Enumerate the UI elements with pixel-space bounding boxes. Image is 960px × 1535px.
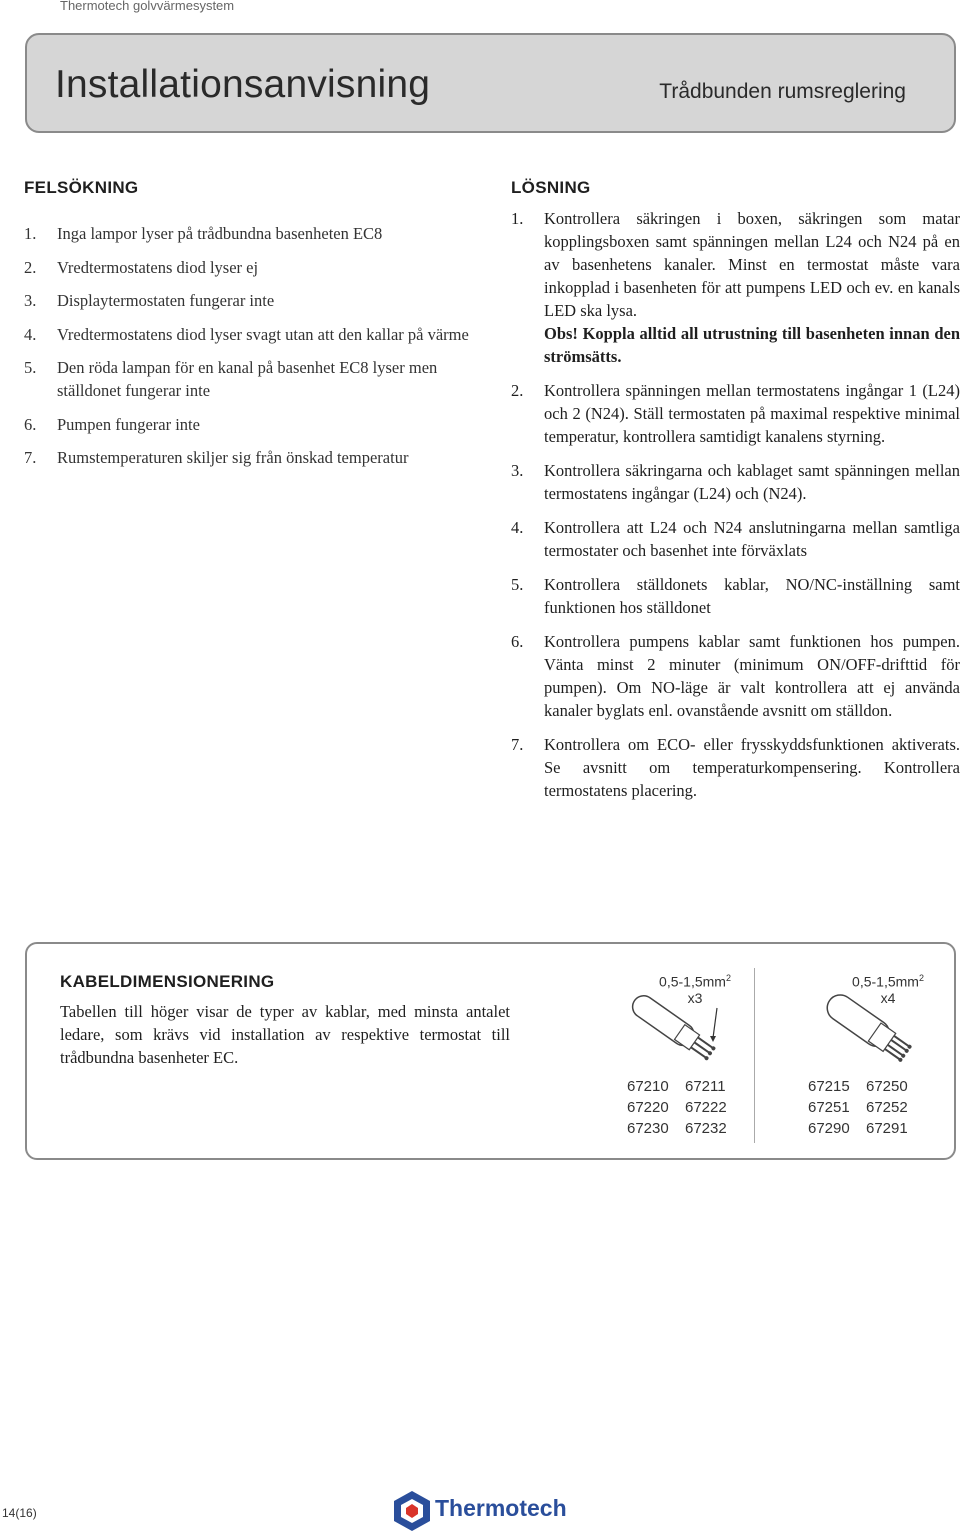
- product-code: 67250: [866, 1078, 908, 1095]
- product-code: 67211: [685, 1078, 726, 1095]
- list-item: [24, 356, 484, 402]
- item-number: 7.: [511, 735, 524, 754]
- thermotech-logo-icon: [392, 1489, 432, 1533]
- code-row: [808, 1097, 924, 1118]
- item-text: Den röda lampan för en kanal på basenhet EC8 lyser men ställdonet fungerar inte: [57, 358, 438, 400]
- list-item: [511, 459, 960, 505]
- item-number: 1.: [24, 224, 37, 243]
- product-code: 67222: [685, 1099, 727, 1116]
- product-code: 67291: [866, 1120, 908, 1137]
- code-row: [808, 1118, 924, 1139]
- cable-4-codes: [808, 1076, 924, 1139]
- list-item: [511, 207, 960, 368]
- page-subtitle: Trådbunden rumsreglering: [659, 80, 906, 103]
- item-text: Vredtermostatens diod lyser ej: [57, 257, 259, 277]
- box-divider: [754, 968, 755, 1143]
- cable-4-wire-icon: [815, 990, 925, 1070]
- item-number: 6.: [511, 632, 524, 651]
- item-text: Kontrollera säkringarna och kablaget samt spänningen mellan termostatens ingångar (L24) och (N24).: [544, 461, 960, 503]
- item-number: 2.: [24, 257, 37, 277]
- item-number: 4.: [24, 324, 37, 344]
- page-number: 14(16): [2, 1506, 37, 1520]
- kabel-heading: KABELDIMENSIONERING: [60, 972, 275, 991]
- document-top-label: Thermotech golvvärmesystem: [60, 0, 235, 13]
- list-item: [511, 733, 960, 802]
- item-text: Rumstemperaturen skiljer sig från önskad temperatur: [57, 448, 409, 467]
- item-number: 4.: [511, 518, 524, 537]
- product-code: 67230: [627, 1120, 669, 1137]
- code-row: [627, 1097, 743, 1118]
- item-text: Displaytermostaten fungerar inte: [57, 291, 275, 310]
- item-text: Vredtermostatens diod lyser svagt utan att den kallar på värme: [57, 324, 469, 344]
- item-text: Kontrollera ställdonets kablar, NO/NC-inställning samt funktionen hos ställdonet: [544, 575, 960, 617]
- product-code: 67252: [866, 1099, 908, 1116]
- list-item: [511, 630, 960, 722]
- felsokning-heading: FELSÖKNING: [24, 178, 139, 197]
- losning-list: [511, 207, 960, 813]
- item-text: Kontrollera säkringen i boxen, säkringen som matar kopplingsboxen samt spänningen mellan L24 och N24 på en av basenhetens kanaler. Minst en termostat måste vara inkopplad i basenheten för att pumpens LED och ev. en kanals LED ska lysa.: [544, 209, 960, 320]
- list-item: [24, 289, 484, 312]
- list-item: [24, 222, 484, 245]
- list-item: [511, 516, 960, 562]
- code-row: [627, 1076, 743, 1097]
- product-code: 67290: [808, 1120, 850, 1137]
- list-item: [511, 379, 960, 448]
- cable-3-wire-icon: [620, 990, 730, 1070]
- kabel-description: Tabellen till höger visar de typer av kablar, med minsta antalet ledare, som krävs vid installation av respektive termostat till trådbundna basenheter EC.: [60, 1002, 510, 1067]
- item-text: Kontrollera pumpens kablar samt funktionen hos pumpen. Vänta minst 2 minuter (minimum ON/OFF-drifttid för pumpen). Om NO-läge är valt kontrollera att ej använda kanaler byglats enl. ovanstående avsnitt om ställdon.: [544, 632, 960, 720]
- item-number: 7.: [24, 448, 37, 467]
- item-text: Kontrollera att L24 och N24 anslutningarna mellan samtliga termostater och basenhet inte förväxlats: [544, 518, 960, 560]
- item-text: Inga lampor lyser på trådbundna basenheten EC8: [57, 224, 383, 243]
- item-number: 3.: [511, 461, 524, 480]
- cable-3-codes: [627, 1076, 743, 1139]
- item-number: 1.: [511, 209, 524, 228]
- list-item: [511, 573, 960, 619]
- item-text: Kontrollera spänningen mellan termostatens ingångar 1 (L24) och 2 (N24). Ställ termostaten på maximal respektive minimal temperatur, kontrollera samtidigt kanalens styrning.: [544, 381, 960, 446]
- losning-heading: LÖSNING: [511, 178, 591, 197]
- title-banner: [25, 33, 956, 133]
- list-item: [24, 413, 484, 436]
- list-item: [24, 256, 484, 279]
- obs-note: Obs! Koppla alltid all utrustning till basenheten innan den strömsätts.: [544, 324, 960, 366]
- cable-count: x3: [687, 989, 703, 1006]
- product-code: 67210: [627, 1078, 669, 1095]
- product-code: 67215: [808, 1078, 850, 1095]
- cable-size-exponent: 2: [725, 973, 731, 983]
- list-item: [24, 323, 484, 346]
- cable-size: 0,5-1,5mm: [659, 973, 726, 990]
- item-number: 5.: [24, 358, 37, 377]
- cable-size: 0,5-1,5mm: [852, 973, 919, 990]
- list-item: [24, 446, 484, 469]
- brand-name: Thermotech: [435, 1495, 567, 1521]
- product-code: 67220: [627, 1099, 669, 1116]
- item-text: Pumpen fungerar inte: [57, 414, 200, 434]
- cable-count: x4: [880, 989, 896, 1006]
- felsokning-list: [24, 222, 484, 480]
- item-number: 2.: [511, 381, 524, 400]
- product-code: 67232: [685, 1120, 727, 1137]
- item-text: Kontrollera om ECO- eller frysskyddsfunktionen aktiverats. Se avsnitt om temperaturkompensering. Kontrollera termostatens placering.: [544, 735, 960, 800]
- code-row: [627, 1118, 743, 1139]
- code-row: [808, 1076, 924, 1097]
- product-code: 67251: [808, 1099, 850, 1116]
- item-number: 6.: [24, 414, 37, 434]
- cable-size-exponent: 2: [918, 973, 924, 983]
- item-number: 5.: [511, 575, 524, 594]
- page-title: Installationsanvisning: [55, 63, 431, 106]
- item-number: 3.: [24, 291, 37, 310]
